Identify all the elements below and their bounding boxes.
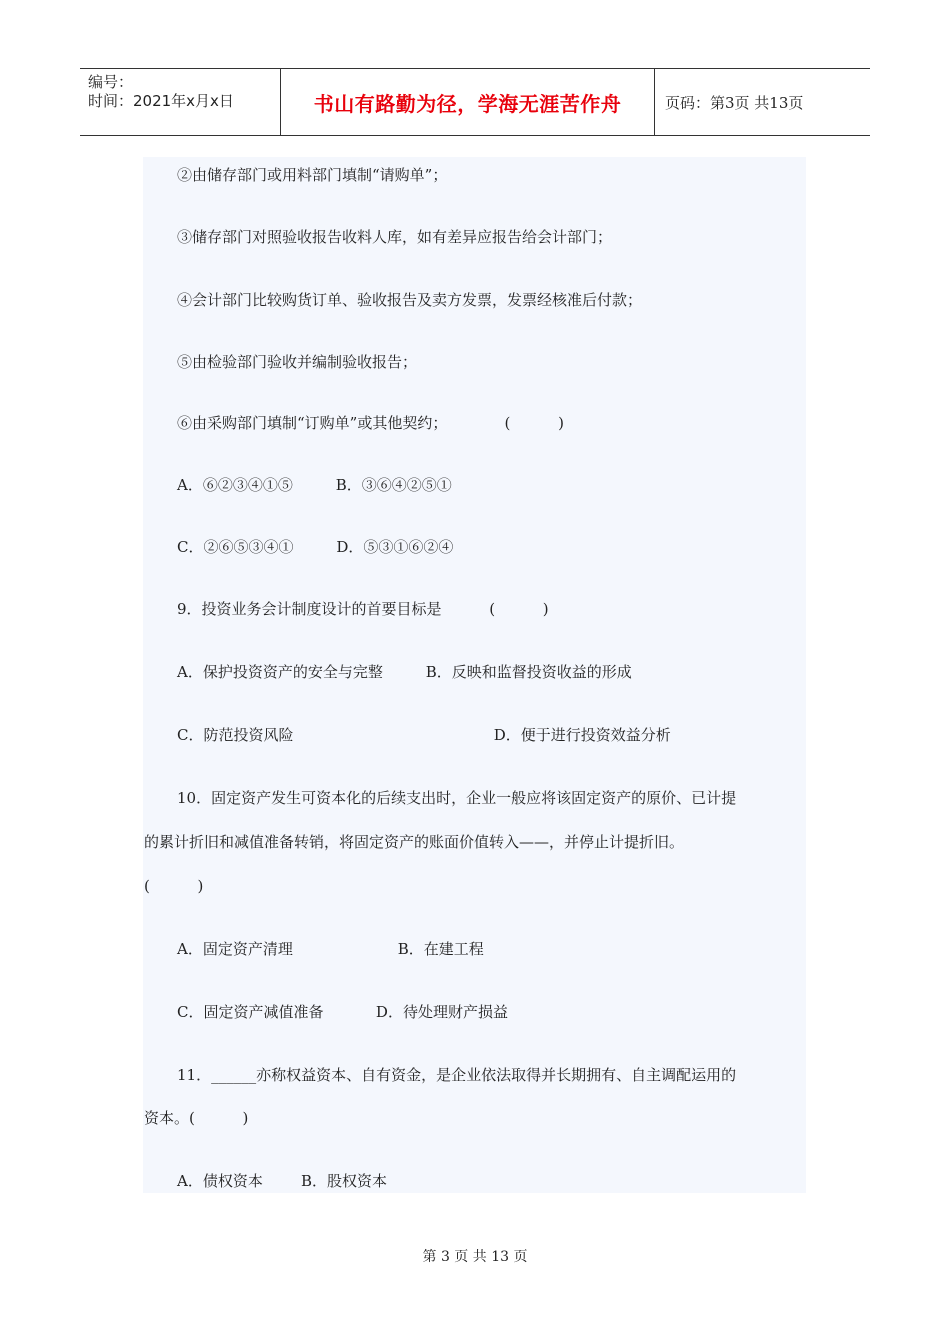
text-line: ④会计部门比较购货订单、验收报告及卖方发票，发票经核准后付款；	[177, 291, 643, 309]
question-line: 9．投资业务会计制度设计的首要目标是 ( )	[177, 600, 549, 618]
text-line: ⑥由采购部门填制“订购单”或其他契约； ( )	[177, 414, 564, 432]
document-number-label: 编号：	[88, 73, 134, 91]
option-line: A．保护投资资产的安全与完整 B．反映和监督投资收益的形成	[177, 663, 632, 681]
option-line: C．防范投资风险 D．便于进行投资效益分析	[177, 726, 671, 744]
question-line: 的累计折旧和减值准备转销，将固定资产的账面价值转入——，并停止计提折旧。	[144, 833, 685, 851]
header-meta	[80, 69, 281, 135]
page-footer: 第 3 页 共 13 页	[422, 1249, 528, 1265]
text-line: ⑤由检验部门验收并编制验收报告；	[177, 353, 418, 371]
option-line: C．②⑥⑤③④① D．⑤③①⑥②④	[177, 538, 454, 556]
text-line: ②由储存部门或用料部门填制“请购单”；	[177, 166, 448, 184]
answer-bracket: ( )	[144, 877, 204, 895]
text-line: ③储存部门对照验收报告收料人库，如有差异应报告给会计部门；	[177, 228, 613, 246]
question-line: 资本。( )	[144, 1109, 249, 1127]
question-line: 10．固定资产发生可资本化的后续支出时，企业一般应将该固定资产的原价、已计提	[177, 789, 737, 807]
option-line: A．债权资本 B．股权资本	[177, 1172, 388, 1190]
option-line: A．⑥②③④①⑤ B．③⑥④②⑤①	[177, 476, 452, 494]
document-content	[143, 157, 806, 1193]
document-time-label: 时间：2021年x月x日	[88, 92, 234, 110]
header-motto: 书山有路勤为径，学海无涯苦作舟	[281, 69, 655, 135]
option-line: A．固定资产清理 B．在建工程	[177, 940, 484, 958]
header-page-info: 页码：第3页 共13页	[665, 93, 804, 112]
question-line: 11．______亦称权益资本、自有资金，是企业依法取得并长期拥有、自主调配运用的	[177, 1066, 737, 1084]
page-header	[80, 68, 870, 136]
option-line: C．固定资产减值准备 D．待处理财产损益	[177, 1003, 508, 1021]
